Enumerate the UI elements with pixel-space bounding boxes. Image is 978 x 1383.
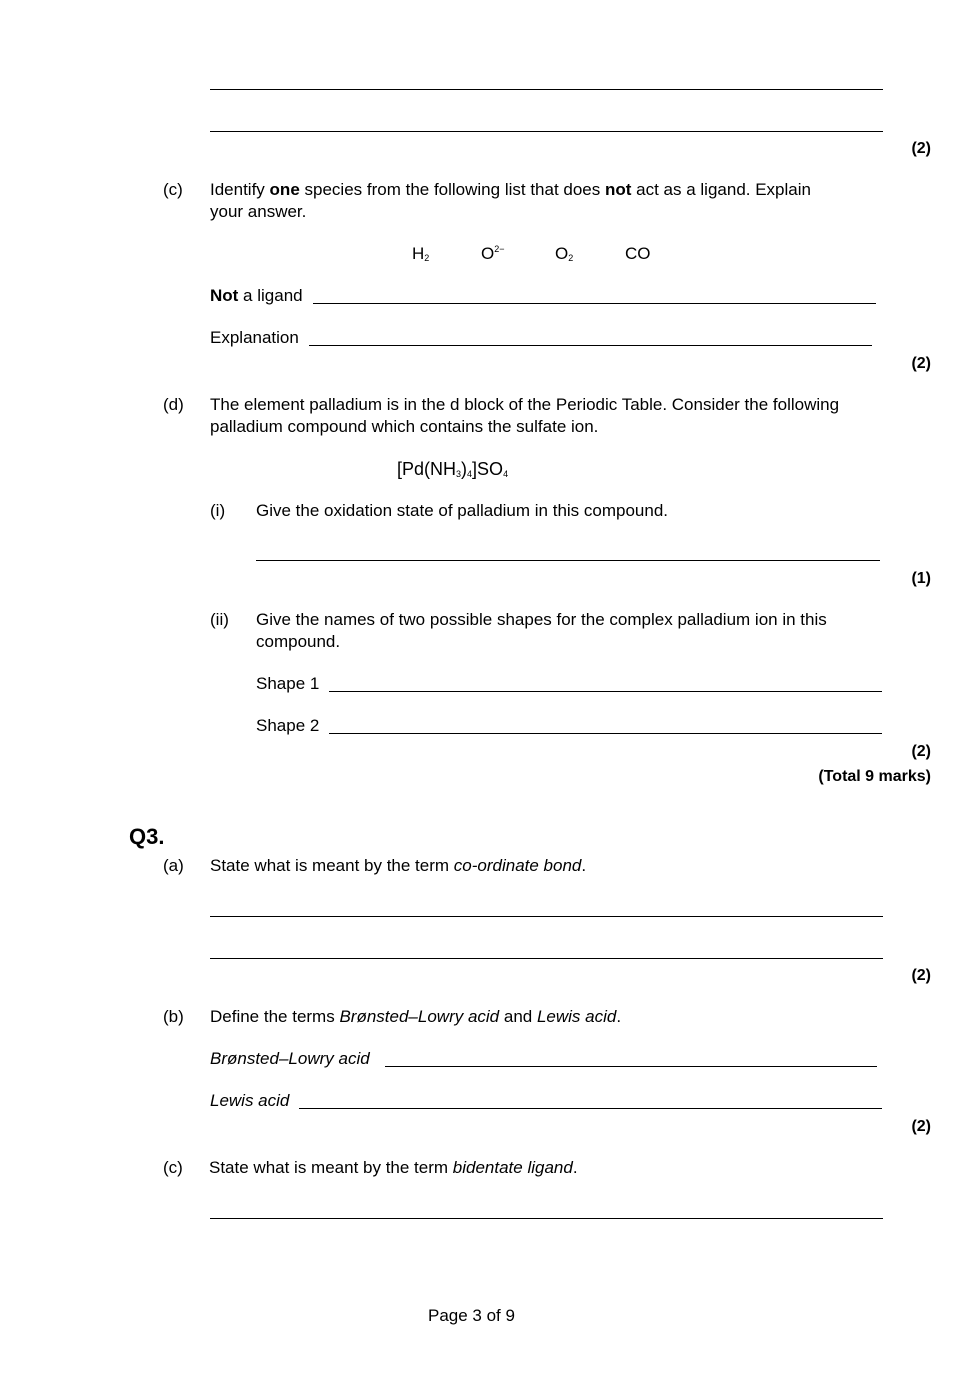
answer-line[interactable] [210,89,883,90]
answer-prompt [210,1091,289,1111]
part-label: (c) [163,180,183,199]
text-segment: Define the terms [210,1007,340,1026]
answer-line[interactable] [329,691,882,692]
species-o2-minus [481,244,505,264]
total-marks: (Total 9 marks) [818,768,931,785]
species-symbol: O [555,244,569,263]
text-segment: . [572,1158,578,1177]
answer-prompt: Shape 1 [256,674,320,693]
question-text: The element palladium is in the d block of the Periodic Table. Consider the following [210,395,840,414]
formula-part: ]SO [472,459,504,479]
answer-line[interactable] [210,131,883,132]
answer-line[interactable] [329,733,882,734]
formula-part: ) [461,459,468,479]
answer-line[interactable] [210,1218,883,1219]
species-symbol: O [481,244,495,263]
text-segment: State what is meant by the term [209,1158,453,1177]
formula-part: [Pd(NH [397,459,457,479]
term: bidentate ligand [452,1158,573,1177]
answer-line[interactable] [313,303,876,304]
chemical-formula [397,459,508,480]
marks-label: (2) [911,140,931,157]
emphasis: one [269,180,300,199]
answer-prompt: Shape 2 [256,716,320,735]
question-text: palladium compound which contains the sulfate ion. [210,417,599,436]
subpart-label: (ii) [210,610,229,629]
answer-prompt: Explanation [210,328,299,347]
marks-label: (2) [911,743,931,760]
answer-line[interactable] [299,1108,882,1109]
text-segment: species from the following list that does [299,180,605,199]
part-label: (d) [163,395,184,414]
text-segment: . [581,856,587,875]
species-symbol: H [412,244,425,263]
marks-label: (2) [911,967,931,984]
subscript: 4 [503,469,509,479]
subscript: 3 [456,469,462,479]
part-label: (b) [163,1007,184,1026]
term: Brønsted–Lowry acid [210,1049,370,1068]
marks-label: (2) [911,1118,931,1135]
emphasis: Not [210,286,239,305]
question-text [210,180,811,200]
text-segment: Identify [210,180,270,199]
text-segment: act as a ligand. Explain [631,180,811,199]
species-h2 [412,244,429,264]
question-text: compound. [256,632,341,651]
part-label: (c) [163,1158,183,1177]
answer-line[interactable] [256,560,880,561]
question-number: Q3. [129,824,165,849]
answer-line[interactable] [385,1066,877,1067]
text-segment: a ligand [238,286,303,305]
marks-label: (2) [911,355,931,372]
page-number: Page 3 of 9 [428,1306,515,1325]
subscript: 4 [467,469,473,479]
species-o2 [555,244,573,264]
text-segment: and [499,1007,537,1026]
question-text [209,1158,578,1178]
emphasis: not [604,180,632,199]
answer-prompt [210,286,303,306]
term: Lewis acid [210,1091,290,1110]
subpart-label: (i) [210,501,226,520]
question-text: your answer. [210,202,307,221]
question-text: Give the oxidation state of palladium in this compound. [256,501,669,520]
question-text [210,1007,621,1027]
text-segment: State what is meant by the term [210,856,454,875]
term: Brønsted–Lowry acid [339,1007,500,1026]
subscript: 2 [424,253,430,263]
term: co-ordinate bond [453,856,582,875]
superscript: 2− [494,244,505,254]
species-co: CO [625,244,651,263]
answer-line[interactable] [210,916,883,917]
question-text: Give the names of two possible shapes for the complex palladium ion in this [256,610,827,629]
term: Lewis acid [536,1007,617,1026]
answer-prompt [210,1049,370,1069]
marks-label: (1) [911,570,931,587]
subscript: 2 [568,253,574,263]
question-text [210,856,586,876]
text-segment: . [616,1007,622,1026]
answer-line[interactable] [210,958,883,959]
part-label: (a) [163,856,184,875]
answer-line[interactable] [309,345,872,346]
